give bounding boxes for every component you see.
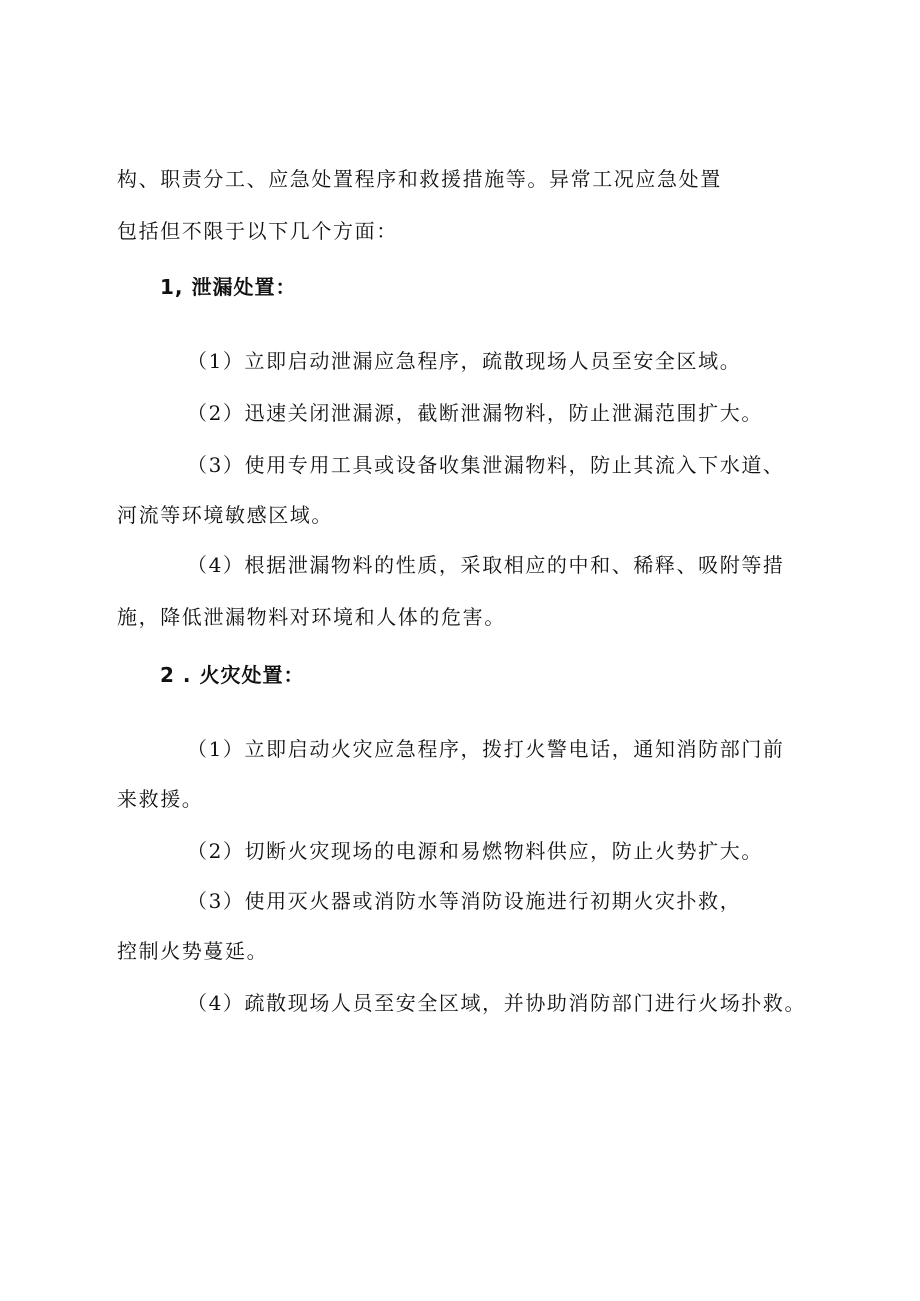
leak-item-3-line-2: 河流等环境敏感区域。 (117, 503, 333, 527)
section-heading-fire: 2 . 火灾处置： (160, 663, 305, 687)
leak-item-2-line-1: （2）迅速关闭泄漏源，截断泄漏物料，防止泄漏范围扩大。 (187, 401, 763, 425)
leak-item-4-line-1: （4）根据泄漏物料的性质，采取相应的中和、稀释、吸附等措 (187, 553, 785, 577)
leak-item-4-line-2: 施，降低泄漏物料对环境和人体的危害。 (117, 605, 506, 629)
fire-item-4-line-1: （4）疏散现场人员至安全区域，并协助消防部门进行火场扑救。 (187, 991, 807, 1015)
fire-item-1-line-1: （1）立即启动火灾应急程序，拨打火警电话，通知消防部门前 (187, 737, 785, 761)
section-heading-leak: 1, 泄漏处置： (160, 275, 297, 299)
leak-item-3-line-1: （3）使用专用工具或设备收集泄漏物料，防止其流入下水道、 (187, 453, 785, 477)
intro-line-1: 构、职责分工、应急处置程序和救援措施等。异常工况应急处置 (117, 167, 722, 191)
fire-item-1-line-2: 来救援。 (117, 787, 204, 811)
fire-item-2-line-1: （2）切断火灾现场的电源和易燃物料供应，防止火势扩大。 (187, 839, 763, 863)
fire-item-3-line-1: （3）使用灭火器或消防水等消防设施进行初期火灾扑救， (187, 889, 742, 913)
intro-line-2: 包括但不限于以下几个方面： (117, 219, 398, 243)
fire-item-3-line-2: 控制火势蔓延。 (117, 939, 269, 963)
leak-item-1-line-1: （1）立即启动泄漏应急程序，疏散现场人员至安全区域。 (187, 349, 742, 373)
